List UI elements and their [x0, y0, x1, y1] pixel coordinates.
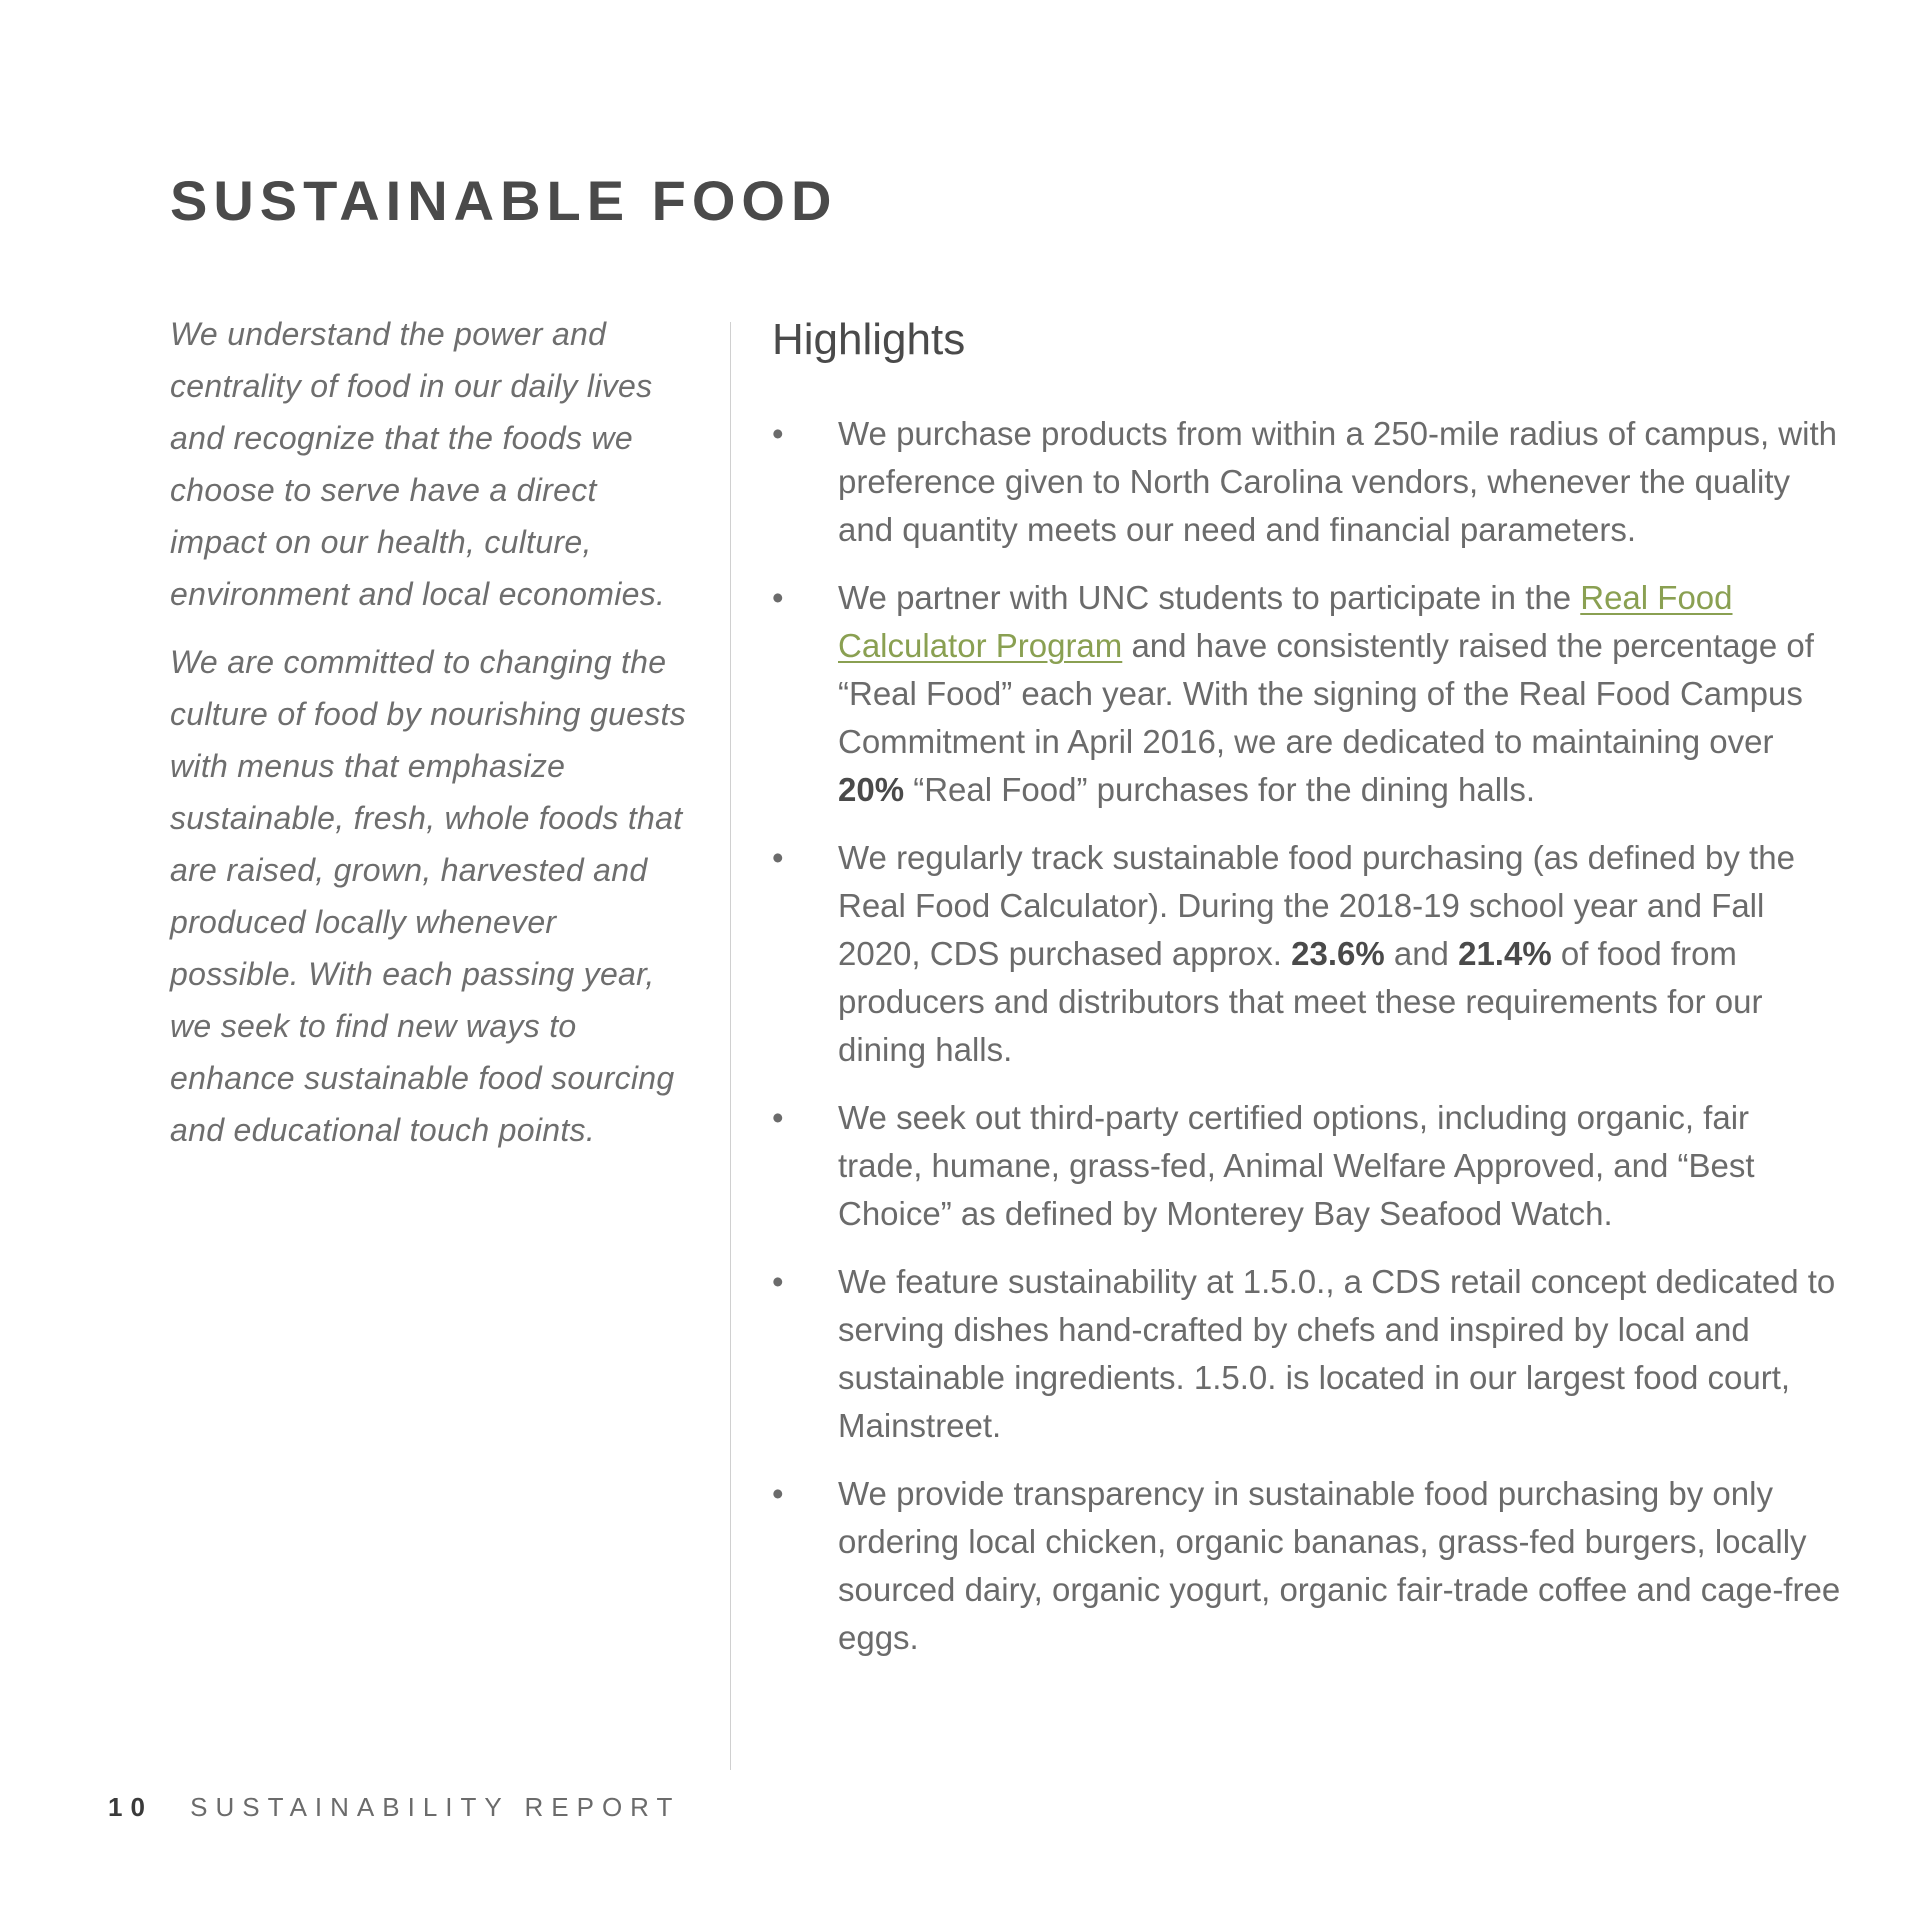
bullet-icon: •	[772, 1475, 784, 1512]
real-food-calculator-link[interactable]: Real Food Calculator Program	[838, 579, 1733, 664]
highlight-item-purchasing-tracking	[772, 834, 1842, 1074]
highlights-list	[772, 410, 1842, 1662]
highlight-stat: 20%	[838, 771, 905, 808]
bullet-icon: •	[772, 415, 784, 452]
highlight-item-real-food-program	[772, 574, 1842, 814]
highlights-section	[772, 310, 1842, 1682]
highlight-text: We feature sustainability at 1.5.0., a CDS retail concept dedicated to serving dishes hand-crafted by chefs and inspired by local and sustainable ingredients. 1.5.0. is located in our largest food court, Mainstreet.	[838, 1263, 1836, 1444]
highlight-stat: 21.4%	[1458, 935, 1552, 972]
column-divider	[730, 322, 731, 1770]
report-name: SUSTAINABILITY REPORT	[190, 1792, 681, 1822]
highlight-text: We provide transparency in sustainable food purchasing by only ordering local chicken, organic bananas, grass-fed burgers, locally sourced dairy, organic yogurt, organic fair-trade coffee and cage-free eggs.	[838, 1475, 1841, 1656]
bullet-icon: •	[772, 1263, 784, 1300]
highlight-item-certified-options	[772, 1094, 1842, 1238]
page-footer	[108, 1792, 680, 1823]
highlight-text: and	[1384, 935, 1459, 972]
highlight-text: We regularly track sustainable food purchasing (as defined by the Real Food Calculator). During the 2018-19 school year and Fall 2020, CDS purchased approx.	[838, 839, 1795, 972]
intro-paragraph: We are committed to changing the culture of food by nourishing guests with menus that emphasize sustainable, fresh, whole foods that are raised, grown, harvested and produced locally whenever possible. With each passing year, we seek to find new ways to enhance sustainable food sourcing and educational touch points.	[170, 644, 687, 1148]
highlight-text: We partner with UNC students to participate in the	[838, 579, 1581, 616]
highlight-item-retail-concept	[772, 1258, 1842, 1450]
highlight-item-local-radius	[772, 410, 1842, 554]
intro-column	[170, 308, 690, 1172]
highlights-heading: Highlights	[772, 315, 966, 364]
highlight-text: and have consistently raised the percentage of “Real Food” each year. With the signing of the Real Food Campus Commitment in April 2016, we are dedicated to maintaining over	[838, 627, 1814, 760]
highlight-item-transparency	[772, 1470, 1842, 1662]
highlight-stat: 23.6%	[1291, 935, 1385, 972]
page-title: SUSTAINABLE FOOD	[170, 169, 838, 232]
highlight-text: We seek out third-party certified options, including organic, fair trade, humane, grass-fed, Animal Welfare Approved, and “Best Choice” as defined by Monterey Bay Seafood Watch.	[838, 1099, 1755, 1232]
bullet-icon: •	[772, 839, 784, 876]
highlight-text: “Real Food” purchases for the dining halls.	[904, 771, 1536, 808]
bullet-icon: •	[772, 579, 784, 616]
page-number: 10	[108, 1792, 153, 1822]
bullet-icon: •	[772, 1099, 784, 1136]
highlight-text: of food from producers and distributors that meet these requirements for our dining halls.	[838, 935, 1763, 1068]
intro-paragraph: We understand the power and centrality of food in our daily lives and recognize that the foods we choose to serve have a direct impact on our health, culture, environment and local economies.	[170, 316, 666, 612]
highlight-text: We purchase products from within a 250-mile radius of campus, with preference given to North Carolina vendors, whenever the quality and quantity meets our need and financial parameters.	[838, 415, 1837, 548]
